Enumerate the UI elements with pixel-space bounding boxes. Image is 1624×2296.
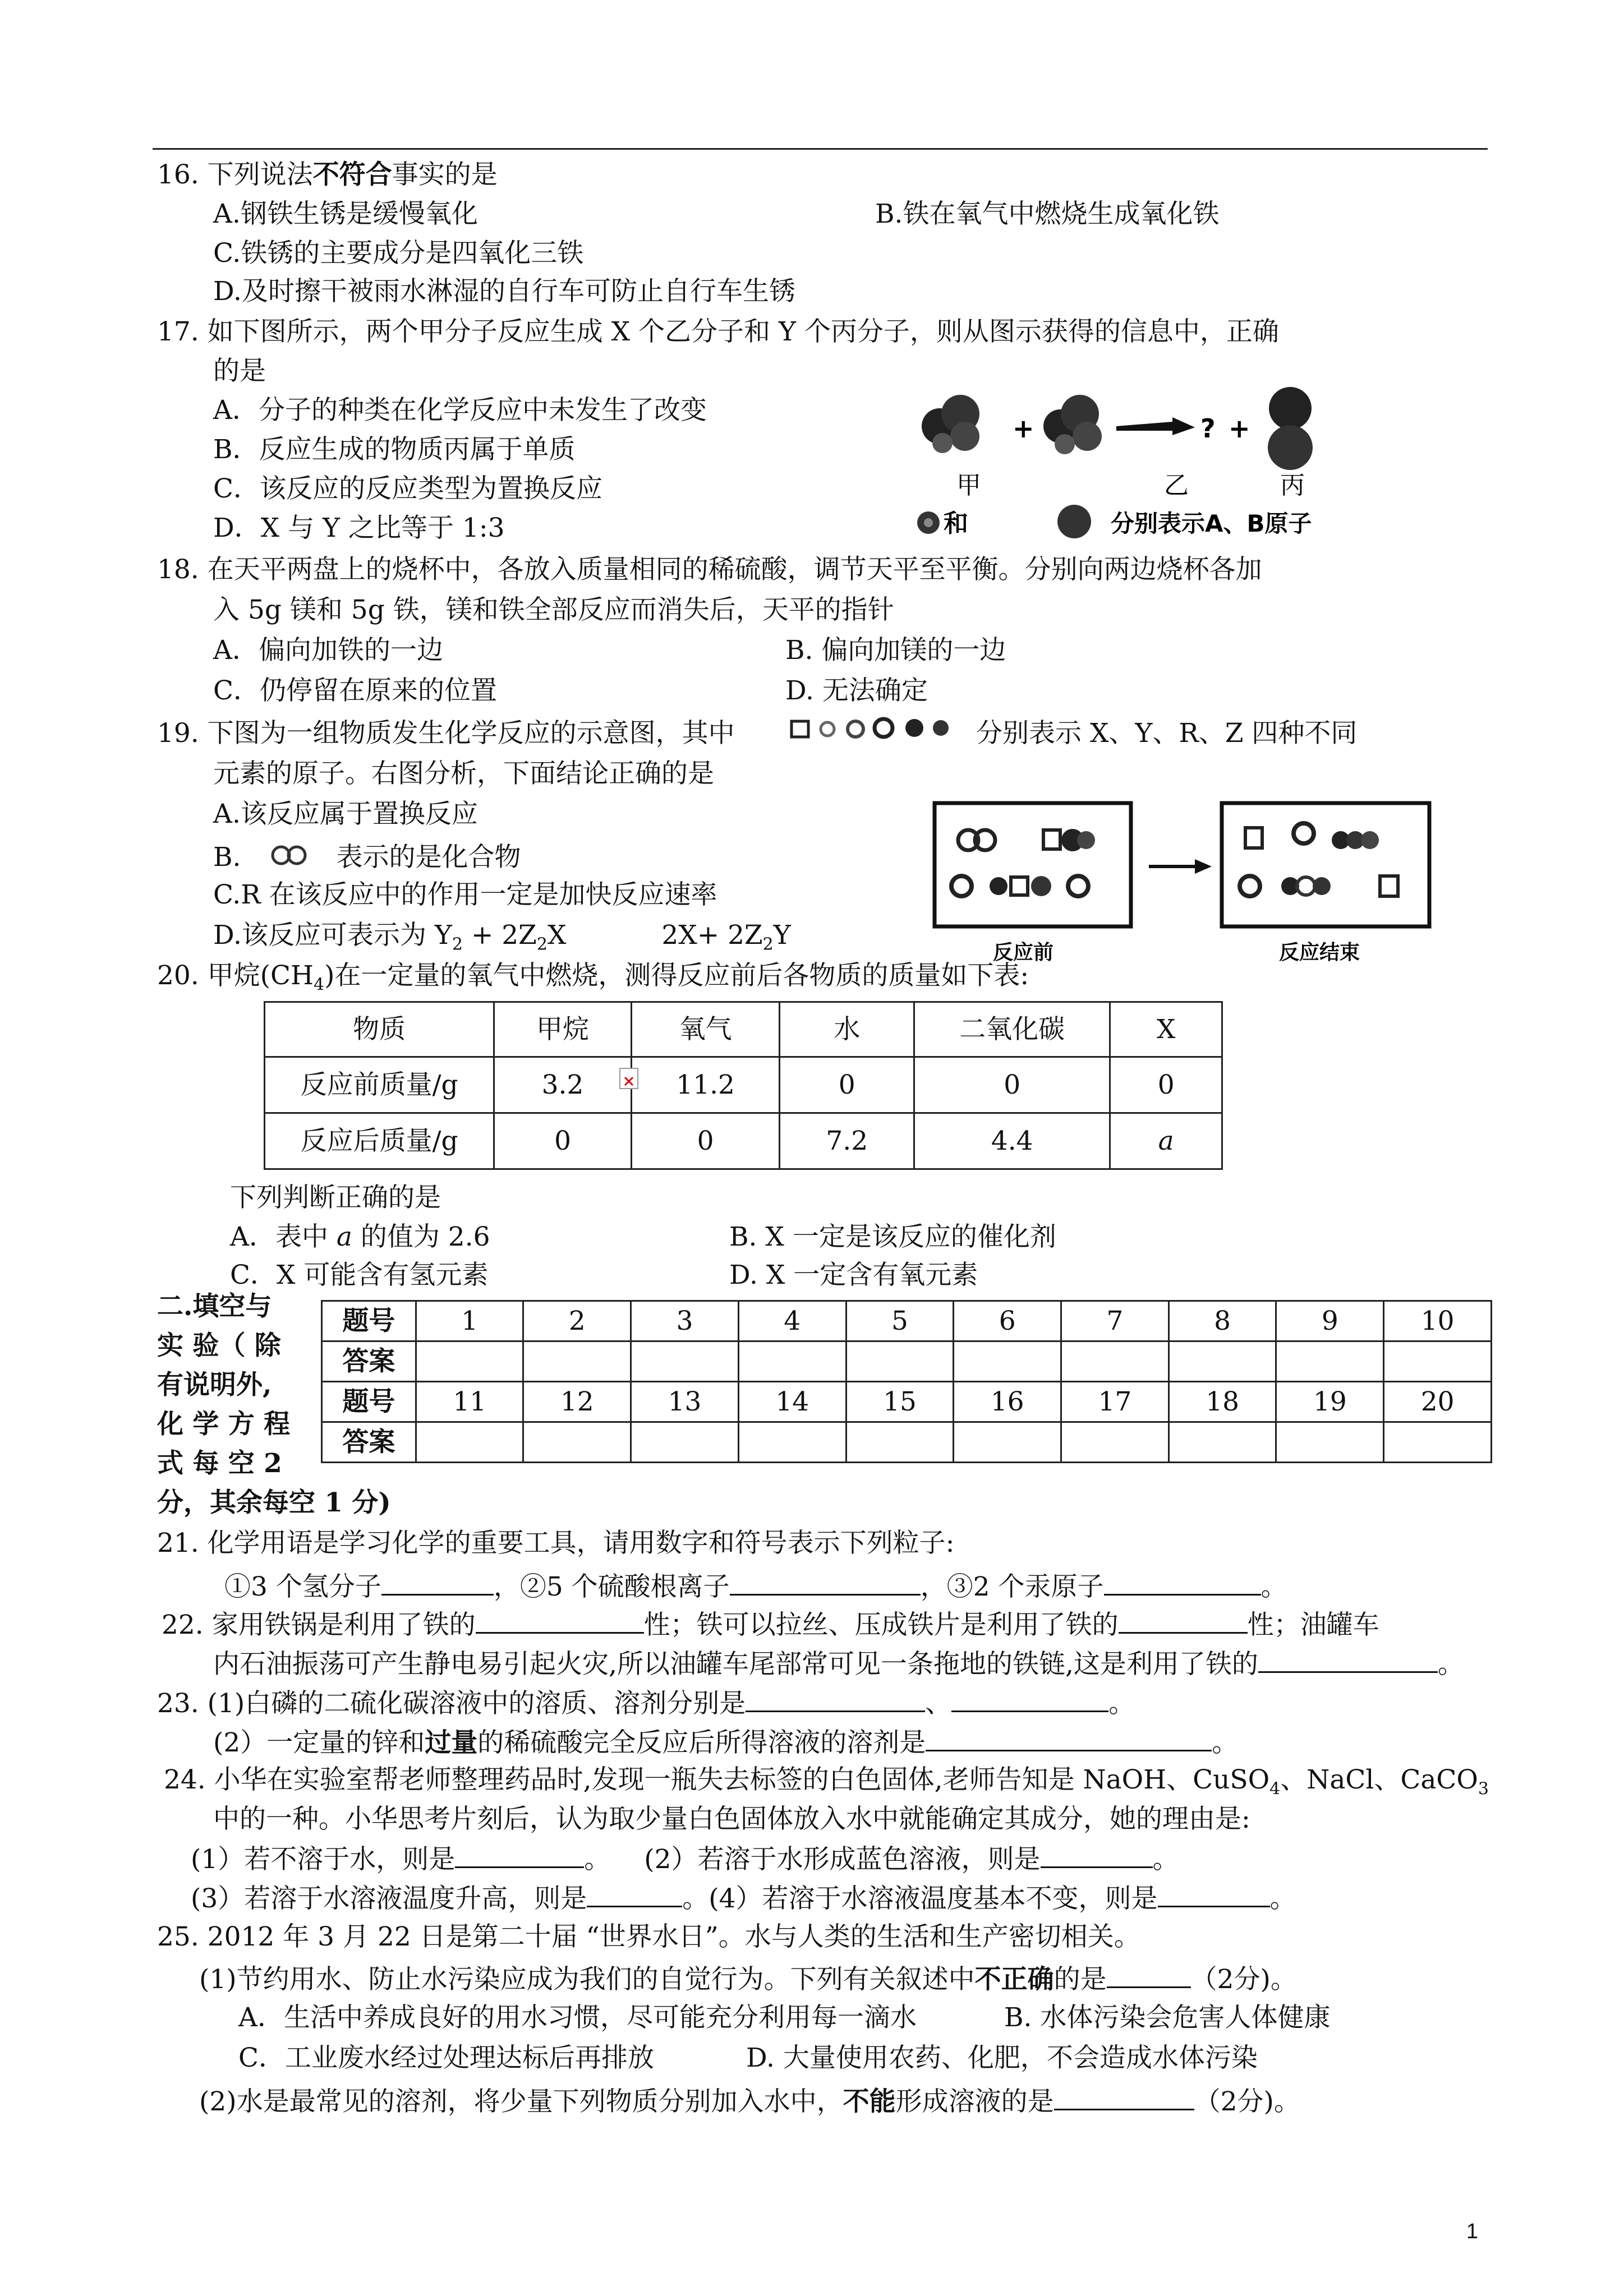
fig-label-yi: 乙 <box>1164 471 1189 500</box>
answer-cell[interactable] <box>523 1422 631 1463</box>
q19-option-c: C.R 在该反应中的作用一定是加快反应速率 <box>213 879 717 910</box>
question-number: 10 <box>1384 1301 1492 1341</box>
question-number: 7 <box>1061 1301 1169 1341</box>
question-number: 14 <box>738 1382 846 1422</box>
q25-stem: 25. 2012 年 3 月 22 日是第二十届 “世界水日”。水与人类的生活和生产密切相关。 <box>157 1921 1140 1952</box>
table-cell: 4.4 <box>914 1113 1110 1169</box>
q20-mass-table <box>264 1001 1223 1170</box>
answer-cell[interactable] <box>1061 1341 1169 1382</box>
question-number: 19 <box>1276 1382 1384 1422</box>
section2-line: 化 学 方 程 <box>157 1409 291 1440</box>
q24-blank-3[interactable] <box>587 1883 682 1907</box>
table-header-cell: X <box>1110 1002 1222 1057</box>
q20-option-b: B. X 一定是该反应的催化剂 <box>729 1221 1056 1252</box>
fig-label-jia: 甲 <box>956 471 981 500</box>
q23-blank-1[interactable] <box>746 1688 925 1712</box>
answer-cell[interactable] <box>846 1341 954 1382</box>
table-header-cell: 甲烷 <box>494 1002 632 1057</box>
table-cell: 0 <box>1110 1057 1222 1113</box>
q24-line-1: 24. 小华在实验室帮老师整理药品时,发现一瓶失去标签的白色固体,老师告知是 NaOH、CuSO$_4$、NaCl、CaCO$_3$ <box>164 1764 1489 1799</box>
table-header-row <box>265 1002 1222 1057</box>
section2-line: 实 验（ 除 <box>157 1330 281 1361</box>
q16-option-c: C.铁锈的主要成分是四氧化三铁 <box>213 238 584 269</box>
question-number: 16 <box>954 1382 1061 1422</box>
answer-cell[interactable] <box>416 1341 523 1382</box>
fig-question: ? <box>1200 413 1216 444</box>
q20-option-c: C．X 可能含有氢元素 <box>230 1260 489 1290</box>
q22-line-2: 内石油振荡可产生静电易引起火灾,所以油罐车尾部常可见一条拖地的铁链,这是利用了铁的 。 <box>213 1649 1464 1680</box>
answer-cell[interactable] <box>954 1341 1061 1382</box>
q24-line-2: 中的一种。小华思考片刻后，认为取少量白色固体放入水中就能确定其成分，她的理由是: <box>213 1804 1250 1834</box>
q23-blank-3[interactable] <box>926 1727 1212 1751</box>
answer-cell[interactable] <box>631 1341 739 1382</box>
q19-stem-1b: 分别表示 X、Y、R、Z 四种不同 <box>976 718 1358 749</box>
q23-line-1: 23. (1)白磷的二硫化碳溶液中的溶质、溶剂分别是 、 。 <box>157 1688 1135 1719</box>
q16-option-d: D.及时擦干被雨水淋湿的自行车可防止自行车生锈 <box>213 276 795 307</box>
answer-cell[interactable] <box>954 1422 1061 1463</box>
q18-stem-2: 入 5g 镁和 5g 铁，镁和铁全部反应而消失后，天平的指针 <box>213 594 894 625</box>
table-cell: 0 <box>914 1057 1110 1113</box>
table-row <box>265 1113 1222 1169</box>
answer-cell[interactable] <box>738 1341 846 1382</box>
q17-option-b: B．反应生成的物质丙属于单质 <box>213 434 576 465</box>
fig-legend-text: 分别表示A、B原子 <box>1111 510 1312 537</box>
fig-after-label: 反应结束 <box>1279 940 1360 964</box>
q25-blank-1[interactable] <box>1107 1964 1191 1988</box>
q16-option-a: A.钢铁生锈是缓慢氧化 <box>213 199 478 229</box>
table-cell: 反应前质量/g <box>265 1057 494 1113</box>
answer-cell[interactable] <box>416 1422 523 1463</box>
q19-stem-1a: 19. 下图为一组物质发生化学反应的示意图，其中 <box>157 718 735 749</box>
q18-option-c: C．仍停留在原来的位置 <box>213 675 497 706</box>
q25-option-a: A．生活中养成良好的用水习惯，尽可能充分利用每一滴水 <box>238 2002 917 2033</box>
answer-cell[interactable] <box>1276 1422 1384 1463</box>
section2-line: 分，其余每空 1 分) <box>157 1487 391 1518</box>
answer-cell[interactable] <box>1384 1341 1492 1382</box>
q16-stem: 16. 下列说法不符合事实的是 <box>157 159 498 190</box>
question-number: 1 <box>416 1301 523 1341</box>
question-number: 6 <box>954 1301 1061 1341</box>
table-cell: 0 <box>494 1113 632 1169</box>
table-cell: 11.2 <box>631 1057 780 1113</box>
answer-table-label: 题号 <box>322 1301 416 1341</box>
q21-stem: 21. 化学用语是学习化学的重要工具，请用数字和符号表示下列粒子: <box>157 1528 955 1559</box>
q20-option-a: A．表中 a 的值为 2.6 <box>230 1221 490 1252</box>
q22-blank-3[interactable] <box>1258 1649 1438 1673</box>
answer-cell[interactable] <box>1168 1422 1276 1463</box>
fig-label-bing: 丙 <box>1280 471 1305 500</box>
answer-table-label: 答案 <box>322 1422 416 1463</box>
q17-option-d: D．X 与 Y 之比等于 1:3 <box>213 513 505 543</box>
fig-plus-1: + <box>1013 413 1034 444</box>
q21-blank-3[interactable] <box>1104 1571 1261 1596</box>
answer-cell[interactable] <box>1168 1341 1276 1382</box>
question-number: 15 <box>846 1382 954 1422</box>
answer-cell[interactable] <box>738 1422 846 1463</box>
table-cell: 0 <box>631 1113 780 1169</box>
question-number: 20 <box>1384 1382 1492 1422</box>
answer-table <box>321 1300 1492 1463</box>
q24-blank-1[interactable] <box>455 1844 584 1868</box>
answer-cell[interactable] <box>1276 1341 1384 1382</box>
q19-option-b: B. 表示的是化合物 <box>213 842 521 873</box>
question-number: 18 <box>1168 1382 1276 1422</box>
question-number: 4 <box>738 1301 846 1341</box>
question-number: 11 <box>416 1382 523 1422</box>
question-number: 12 <box>523 1382 631 1422</box>
broken-image-icon <box>619 1068 638 1089</box>
q21-parts: ①3 个氢分子 ，②5 个硫酸根离子 ，③2 个汞原子 。 <box>224 1571 1287 1602</box>
answer-cell[interactable] <box>846 1422 954 1463</box>
table-header-cell: 物质 <box>265 1002 494 1057</box>
q19-reaction-diagram <box>931 796 1436 970</box>
table-header-cell: 水 <box>780 1002 914 1057</box>
q23-line-2: (2）一定量的锌和过量的稀硫酸完全反应后所得溶液的溶剂是 。 <box>213 1727 1239 1758</box>
q25-option-c: C．工业废水经过处理达标后再排放 <box>238 2043 654 2073</box>
q25-option-b: B. 水体污染会危害人体健康 <box>1004 2002 1331 2033</box>
q17-stem-1: 17. 如下图所示，两个甲分子反应生成 X 个乙分子和 Y 个丙分子，则从图示获得的信息中，正确 <box>157 316 1279 347</box>
q20-stem: 20. 甲烷$(CH_4)$在一定量的氧气中燃烧，测得反应前后各物质的质量如下表: <box>157 960 1029 995</box>
section2-line: 有说明外, <box>157 1370 272 1400</box>
answer-cell[interactable] <box>631 1422 739 1463</box>
q18-option-d: D. 无法确定 <box>785 675 928 706</box>
answer-cell[interactable] <box>1384 1422 1492 1463</box>
table-cell: 3.2 <box>494 1057 632 1113</box>
answer-cell[interactable] <box>1061 1422 1169 1463</box>
q19-stem-2: 元素的原子。右图分析，下面结论正确的是 <box>213 758 714 789</box>
section2-line: 二.填空与 <box>157 1291 272 1322</box>
q20-judge: 下列判断正确的是 <box>230 1182 441 1213</box>
question-number: 2 <box>523 1301 631 1341</box>
table-cell: 0 <box>780 1057 914 1113</box>
q19-atom-legend <box>788 711 973 745</box>
q17-option-a: A．分子的种类在化学反应中未发生了改变 <box>213 395 707 426</box>
fig-before-label: 反应前 <box>993 940 1054 964</box>
question-number: 8 <box>1168 1301 1276 1341</box>
table-header-cell: 氧气 <box>631 1002 780 1057</box>
table-cell: 7.2 <box>780 1113 914 1169</box>
table-cell: 反应后质量/g <box>265 1113 494 1169</box>
table-row <box>265 1057 1222 1113</box>
q19-option-d: D.该反应可表示为 $Y_2 + 2Z_2X$ $2X+ 2Z_2Y$ <box>213 920 791 955</box>
question-number: 9 <box>1276 1301 1384 1341</box>
q21-blank-1[interactable] <box>381 1571 494 1596</box>
answer-cell[interactable] <box>523 1341 631 1382</box>
q19-b-molecule <box>241 841 336 869</box>
q17-option-c: C．该反应的反应类型为置换反应 <box>213 473 602 504</box>
q24-blank-4[interactable] <box>1158 1883 1270 1907</box>
q18-stem-1: 18. 在天平两盘上的烧杯中，各放入质量相同的稀硫酸，调节天平至平衡。分别向两边烧杯各加 <box>157 554 1262 585</box>
q17-stem-2: 的是 <box>213 356 266 386</box>
question-number: 5 <box>846 1301 954 1341</box>
page-number: 1 <box>1466 2220 1478 2243</box>
section2-line: 式 每 空 2 <box>157 1448 282 1479</box>
q18-option-b: B. 偏向加镁的一边 <box>785 635 1006 666</box>
question-number: 13 <box>631 1382 739 1422</box>
q16-option-b: B.铁在氧气中燃烧生成氧化铁 <box>875 199 1220 229</box>
q25-blank-2[interactable] <box>1054 2086 1194 2110</box>
q21-blank-2[interactable] <box>730 1571 921 1596</box>
q22-blank-1[interactable] <box>476 1610 644 1634</box>
question-number: 3 <box>631 1301 739 1341</box>
q22-blank-2[interactable] <box>1119 1610 1248 1634</box>
fig-legend-and: 和 <box>944 509 968 538</box>
q17-molecule-diagram <box>909 381 1380 550</box>
q23-blank-2[interactable] <box>951 1688 1108 1712</box>
header-rule <box>153 148 1488 150</box>
answer-table-label: 题号 <box>322 1382 416 1422</box>
table-header-cell: 二氧化碳 <box>914 1002 1110 1057</box>
q24-parts-3-4: (3）若溶于水溶液温度升高，则是 。(4）若溶于水溶液温度基本不变，则是 。 <box>191 1883 1296 1914</box>
question-number: 17 <box>1061 1382 1169 1422</box>
q25-option-d: D. 大量使用农药、化肥，不会造成水体污染 <box>746 2043 1258 2073</box>
q25-sub-2: (2)水是最常见的溶剂，将少量下列物质分别加入水中，不能形成溶液的是 （2分)。 <box>199 2086 1300 2117</box>
q24-parts-1-2: (1）若不溶于水，则是 。 (2）若溶于水形成蓝色溶液，则是 。 <box>191 1844 1179 1875</box>
q20-option-d: D. X 一定含有氧元素 <box>729 1260 978 1290</box>
q24-blank-2[interactable] <box>1041 1844 1153 1868</box>
answer-table-label: 答案 <box>322 1341 416 1382</box>
q19-option-a: A.该反应属于置换反应 <box>213 799 478 829</box>
q22-line-1: 22. 家用铁锅是利用了铁的 性；铁可以拉丝、压成铁片是利用了铁的 性；油罐车 <box>162 1610 1379 1640</box>
q18-option-a: A．偏向加铁的一边 <box>213 635 443 666</box>
fig-plus-2: + <box>1229 413 1250 444</box>
table-cell: a <box>1110 1113 1222 1169</box>
q25-sub-1: (1)节约用水、防止水污染应成为我们的自觉行为。下列有关叙述中不正确的是 （2分)。 <box>199 1964 1297 1995</box>
